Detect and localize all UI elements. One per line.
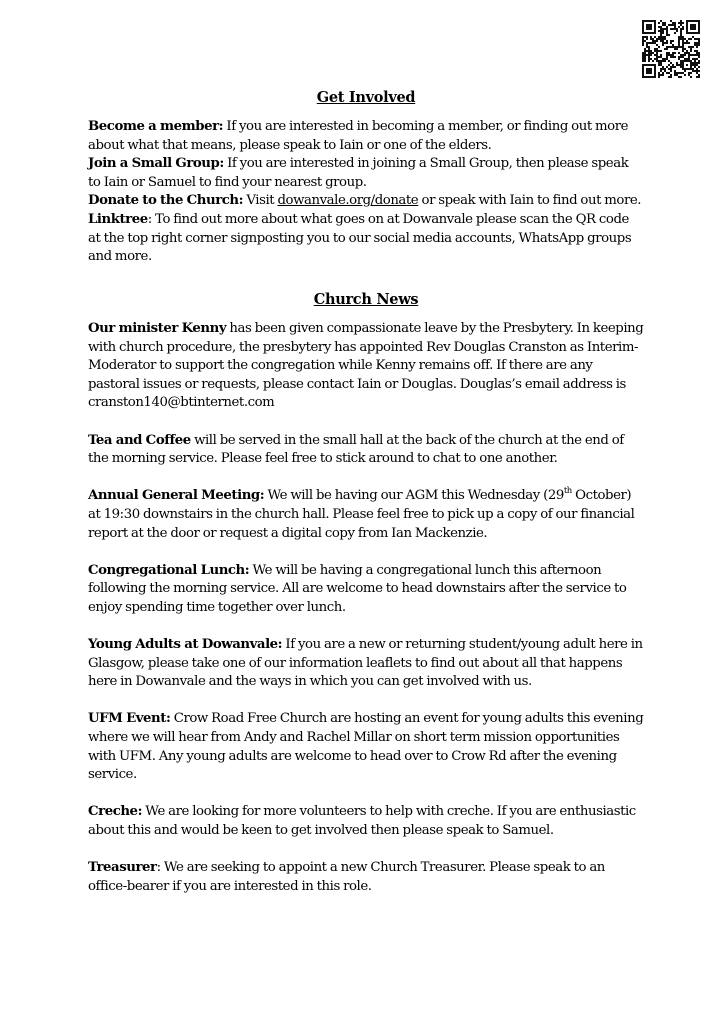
item-linktree: Linktree: To find out more about what goes on at Dowanvale please scan the QR code at the top right corner signposting you to our social media accounts, WhatsApp groups and more.	[88, 211, 632, 265]
item-become-member: Become a member: If you are interested in becoming a member, or finding out more about what that means, please speak to Iain or one of the elders.	[88, 119, 629, 153]
news-item-tea-coffee: Tea and Coffee will be served in the small hall at the back of the church at the end of the morning service. Please feel free to stick around to chat to one another.	[88, 432, 624, 467]
news-item-young-adults: Young Adults at Dowanvale: If you are a new or returning student/young adult here in Glasgow, please take one of our information leaflets to find out about all that happens here in Dowanvale and the ways in which you can get involved with us.	[88, 637, 643, 690]
section-heading-get-involved: Get Involved	[316, 89, 416, 106]
news-item-agm: Annual General Meeting: We will be having our AGM this Wednesday (29th October) at 19:30 downstairs in the church hall. Please feel free to pick up a copy of our financial report at the door or request a digital copy from Ian Mackenzie.	[88, 486, 635, 541]
news-item-creche: Creche: We are looking for more volunteers to help with creche. If you are enthusiastic about this and would be keen to get involved then please speak to Samuel.	[88, 804, 636, 839]
news-item-minister: Our minister Kenny has been given compassionate leave by the Presbytery. In keeping with church procedure, the presbytery has appointed Rev Douglas Cranston as Interim-Moderator to support the congregation while Kenny remains off. If there are any pastoral issues or requests, please contact Iain or Douglas. Douglas’s email address is cranston140@btinternet.com	[88, 321, 644, 411]
news-item-ufm-event: UFM Event: Crow Road Free Church are hosting an event for young adults this evening where we will hear from Andy and Rachel Millar on short term mission opportunities with UFM. Any young adults are welcome to head over to Crow Rd after the evening service.	[88, 711, 644, 783]
section-heading-church-news: Church News	[313, 291, 419, 308]
qr-code-icon[interactable]	[642, 20, 700, 78]
church-news-section	[88, 291, 644, 896]
item-small-group: Join a Small Group: If you are interested in joining a Small Group, then please speak to Iain or Samuel to find your nearest group.	[88, 156, 629, 190]
donate-link[interactable]: dowanvale.org/donate	[277, 193, 419, 209]
news-item-treasurer: Treasurer: We are seeking to appoint a new Church Treasurer. Please speak to an office-bearer if you are interested in this role.	[88, 860, 605, 894]
news-item-lunch: Congregational Lunch: We will be having a congregational lunch this afternoon following the morning service. All are welcome to head downstairs after the service to enjoy spending time together over lunch.	[88, 562, 627, 615]
get-involved-section	[88, 89, 644, 267]
item-donate: Donate to the Church: Visit dowanvale.org/donate or speak with Iain to find out more.	[88, 193, 642, 209]
